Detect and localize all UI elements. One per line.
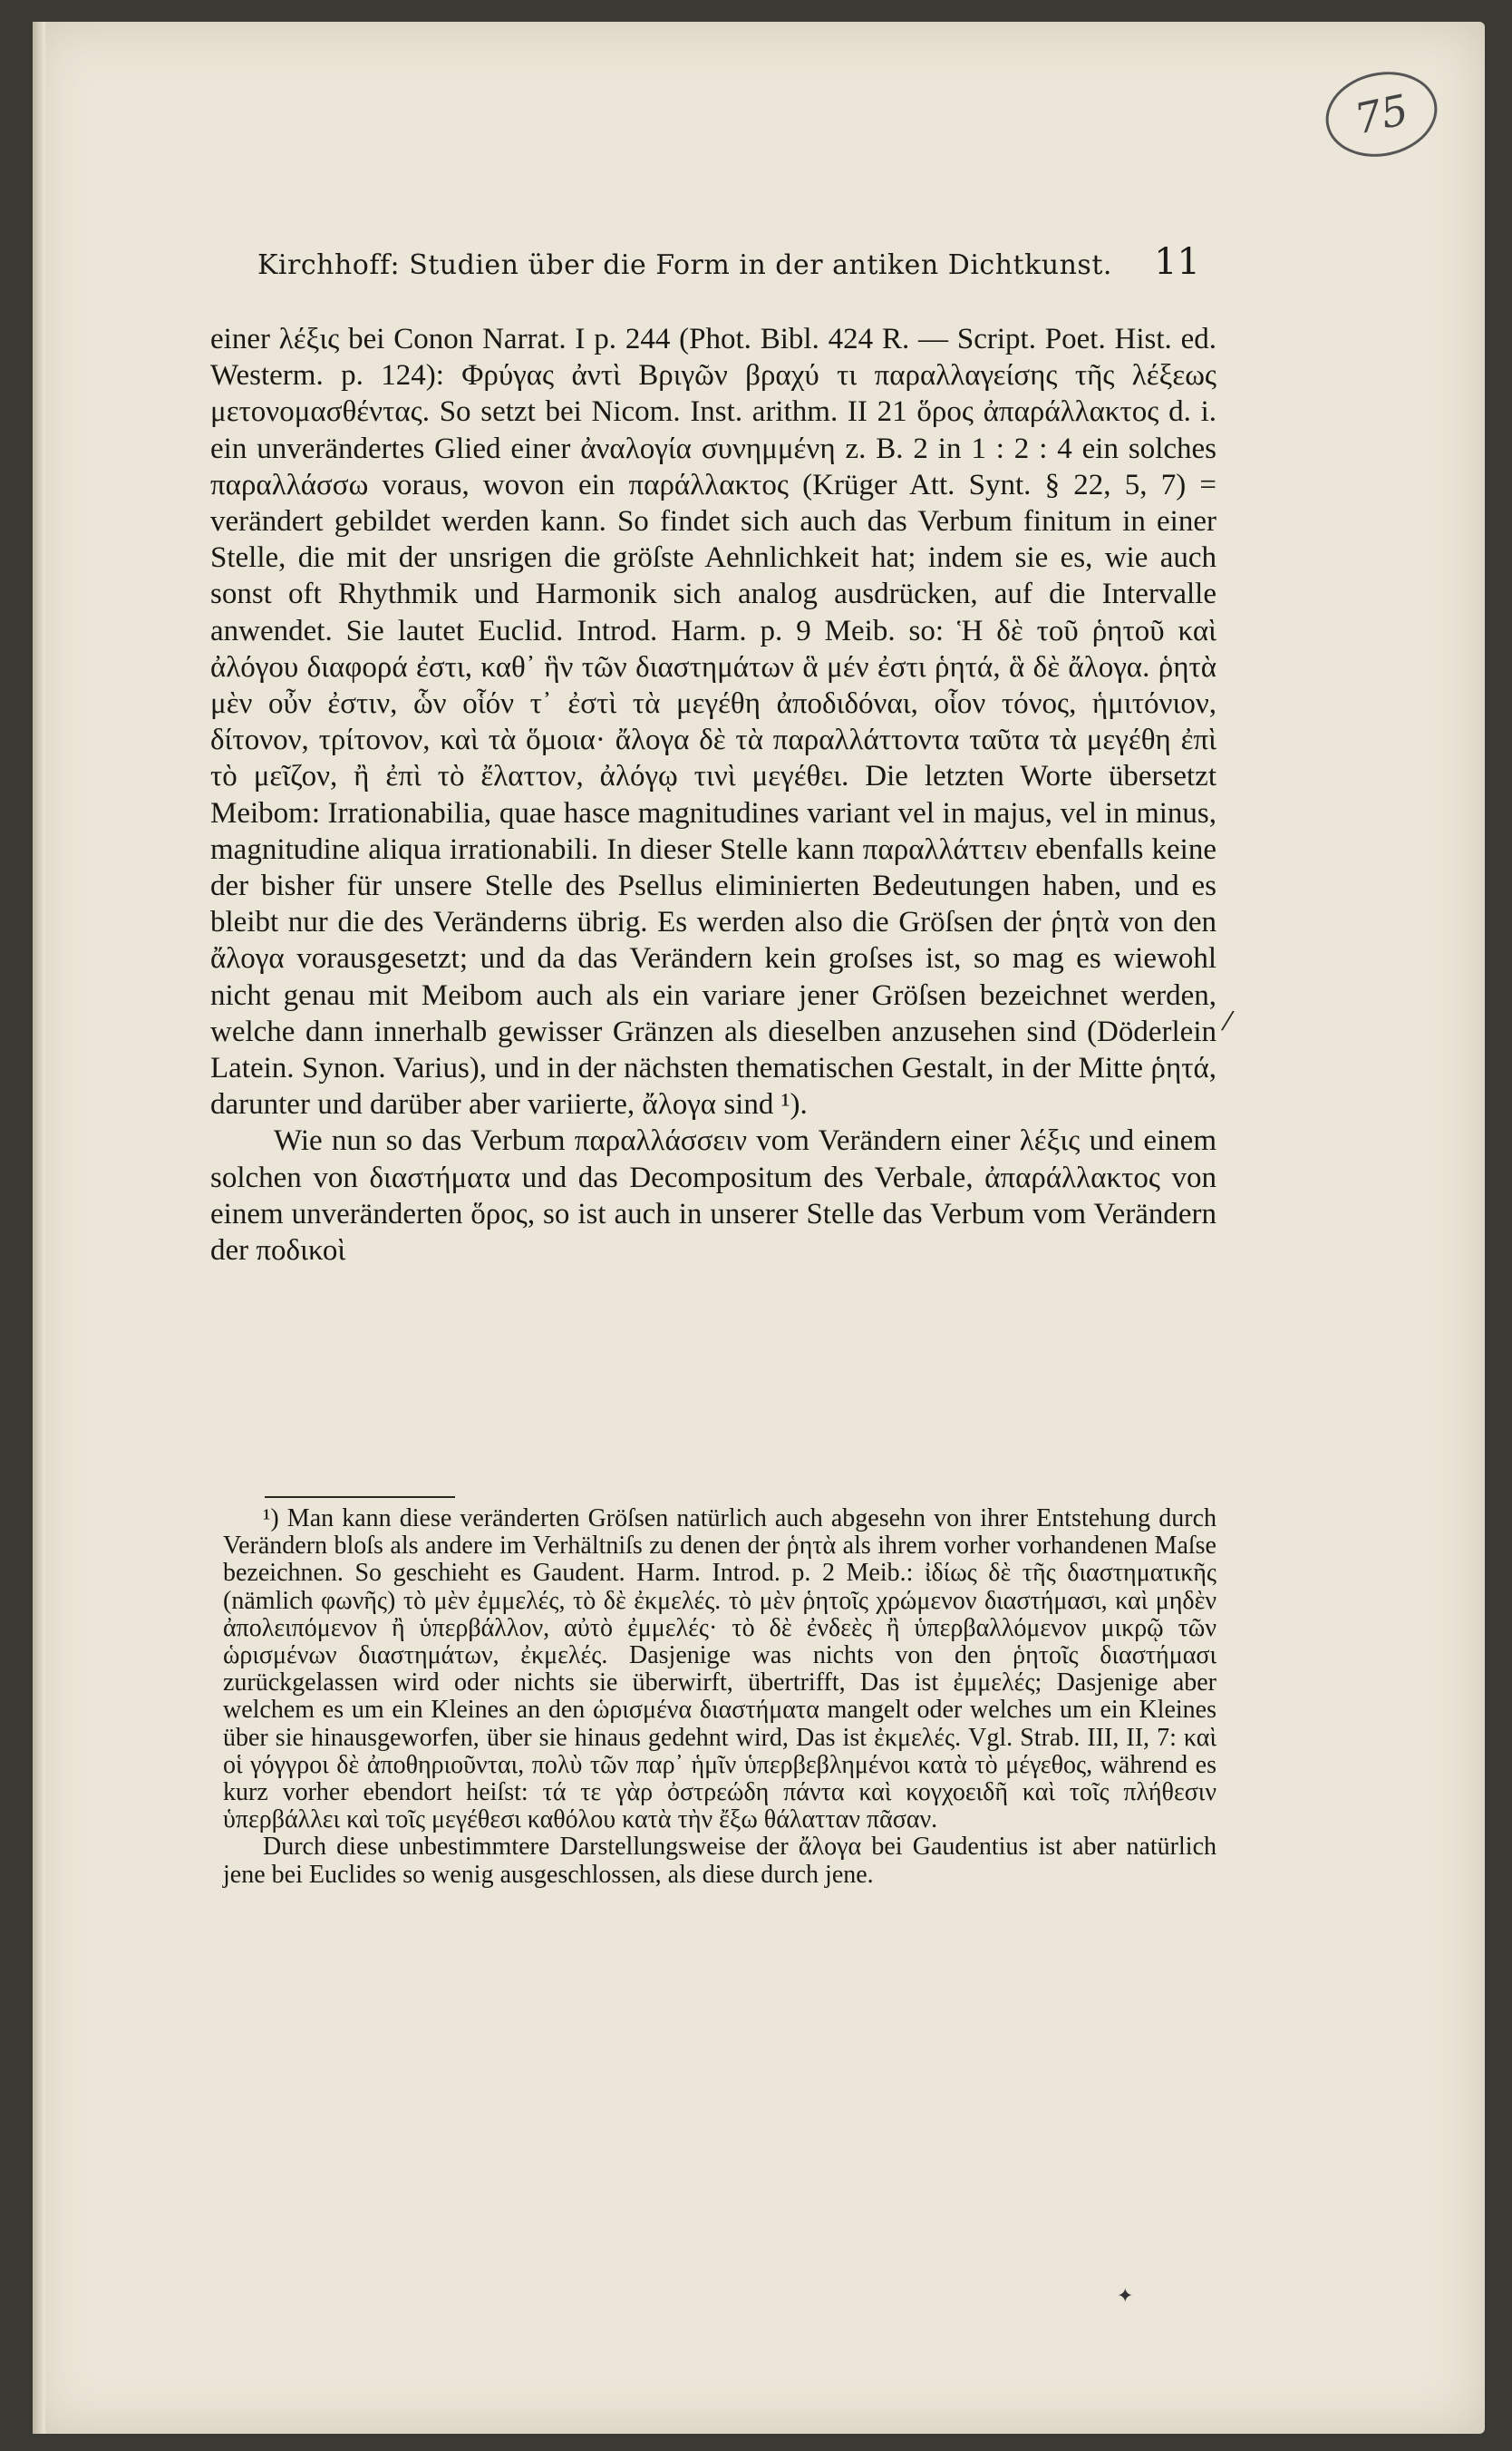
main-text xyxy=(210,321,1216,1269)
footnote-paragraph: Durch diese unbestimmtere Darstellungsweise der ἄλογα bei Gaudentius ist aber natürlich jene bei Euclides so wenig ausgeschlossen, als diese durch jene. xyxy=(223,1833,1216,1889)
margin-mark: ⁄ xyxy=(1226,1007,1230,1036)
page-binding-edge xyxy=(33,22,45,2434)
footnote xyxy=(223,1505,1216,1889)
page-number: 11 xyxy=(1154,241,1200,283)
bottom-mark: ✦ xyxy=(1117,2285,1134,2308)
footnote-rule xyxy=(265,1496,455,1498)
body-paragraph: einer λέξις bei Conon Narrat. I p. 244 (Phot. Bibl. 424 R. — Script. Poet. Hist. ed. Westerm. p. 124): Φρύγας ἀντὶ Βριγῶν βραχύ τι παραλλαγείσης τῆς λέξεως μετονομασθέντας. So setzt bei Nicom. Inst. arithm. II 21 ὅρος ἀπαράλλακτος d. i. ein unverändertes Glied einer ἀναλογία συνημμένη z. B. 2 in 1 : 2 : 4 ein solches παραλλάσσω voraus, wovon ein παράλλακτος (Krüger Att. Synt. § 22, 5, 7) = verändert gebildet werden kann. So findet sich auch das Verbum finitum in einer Stelle, die mit der unsrigen die gröſste Aehnlichkeit hat; indem sie es, wie auch sonst oft Rhythmik und Harmonik sich analog ausdrücken, auf die Intervalle anwendet. Sie lautet Euclid. Introd. Harm. p. 9 Meib. so: Ἡ δὲ τοῦ ῥητοῦ καὶ ἀλόγου διαφορά ἐστι, καθ᾽ ἣν τῶν διαστημάτων ἃ μέν ἐστι ῥητά, ἃ δὲ ἄλογα. ῥητὰ μὲν οὖν ἐστιν, ὧν οἷόν τ᾽ ἐστὶ τὰ μεγέθη ἀποδιδόναι, οἷον τόνος, ἡμιτόνιον, δίτονον, τρίτονον, καὶ τὰ ὅμοια· ἄλογα δὲ τὰ παραλλάττοντα ταῦτα τὰ μεγέθη ἐπὶ τὸ μεῖζον, ἢ ἐπὶ τὸ ἔλαττον, ἀλόγῳ τινὶ μεγέθει. Die letzten Worte übersetzt Meibom: Irrationabilia, quae hasce magnitudines variant vel in majus, vel in minus, magnitudine aliqua irrationabili. In dieser Stelle kann παραλλάττειν ebenfalls keine der bisher für unsere Stelle des Psellus eliminierten Bedeutungen haben, und es bleibt nur die des Veränderns übrig. Es werden also die Gröſsen der ῥητὰ von den ἄλογα vorausgesetzt; und da das Verändern kein groſses ist, so mag es wiewohl nicht genau mit Meibom auch als ein variare jener Gröſsen bezeichnet werden, welche dann innerhalb gewisser Gränzen als dieselben anzusehen sind (Döderlein Latein. Synon. Varius), und in der nächsten thematischen Gestalt, in der Mitte ῥητά, darunter und darüber aber variierte, ἄλογα sind ¹). xyxy=(210,323,1216,1122)
running-head xyxy=(257,241,1200,283)
stamp-number: 75 xyxy=(1350,84,1413,144)
body-paragraph: Wie nun so das Verbum παραλλάσσειν vom Verändern einer λέξις und einem solchen von διαστήματα und das Decompositum des Verbale, ἀπαράλλακτος von einem unveränderten ὅρος, so ist auch in unserer Stelle das Verbum vom Verändern der ποδικοὶ xyxy=(210,1124,1216,1268)
running-title: Kirchhoff: Studien über die Form in der antiken Dichtkunst. xyxy=(257,249,1112,281)
footnote-paragraph: ¹) Man kann diese veränderten Gröſsen natürlich auch abgesehn von ihrer Entstehung durch Verändern bloſs als andere im Verhältniſs zu denen der ῥητὰ als ihrem vorher vorhandenen Maſse bezeichnen. So geschieht es Gaudent. Harm. Introd. p. 2 Meib.: ἰδίως δὲ τῆς διαστηματικῆς (nämlich φωνῆς) τὸ μὲν ἐμμελές, τὸ δὲ ἐκμελές. τὸ μὲν ῥητοῖς χρώμενον διαστήμασι, καὶ μηδὲν ἀπολειπόμενον ἢ ὑπερβάλλον, αὐτὸ ἐμμελές· τὸ δὲ ἐνδεὲς ἢ ὑπερβαλλόμενον μικρῷ τῶν ὡρισμένων διαστημάτων, ἐκμελές. Dasjenige was nichts von den ῥητοῖς διαστήμασι zurückgelassen wird oder nichts sie überwirft, übertrifft, Das ist ἐμμελές; Dasjenige aber welchem es um ein Kleines an den ὡρισμένα διαστήματα mangelt oder welches um ein Kleines über sie hinausgeworfen, über sie hinaus gedehnt wird, Das ist ἐκμελές. Vgl. Strab. III, II, 7: καὶ οἱ γόγγροι δὲ ἀποθηριοῦνται, πολὺ τῶν παρ᾽ ἡμῖν ὑπερβεβλημένοι κατὰ τὸ μέγεθος, während es kurz vorher ebendort heiſst: τά τε γὰρ ὀστρεώδη πάντα καὶ κογχοειδῆ καὶ τοῖς πλήθεσιν ὑπερβάλλει καὶ τοῖς μεγέθεσι καθόλου κατὰ τὴν ἔξω θάλατταν πᾶσαν. xyxy=(223,1504,1216,1834)
